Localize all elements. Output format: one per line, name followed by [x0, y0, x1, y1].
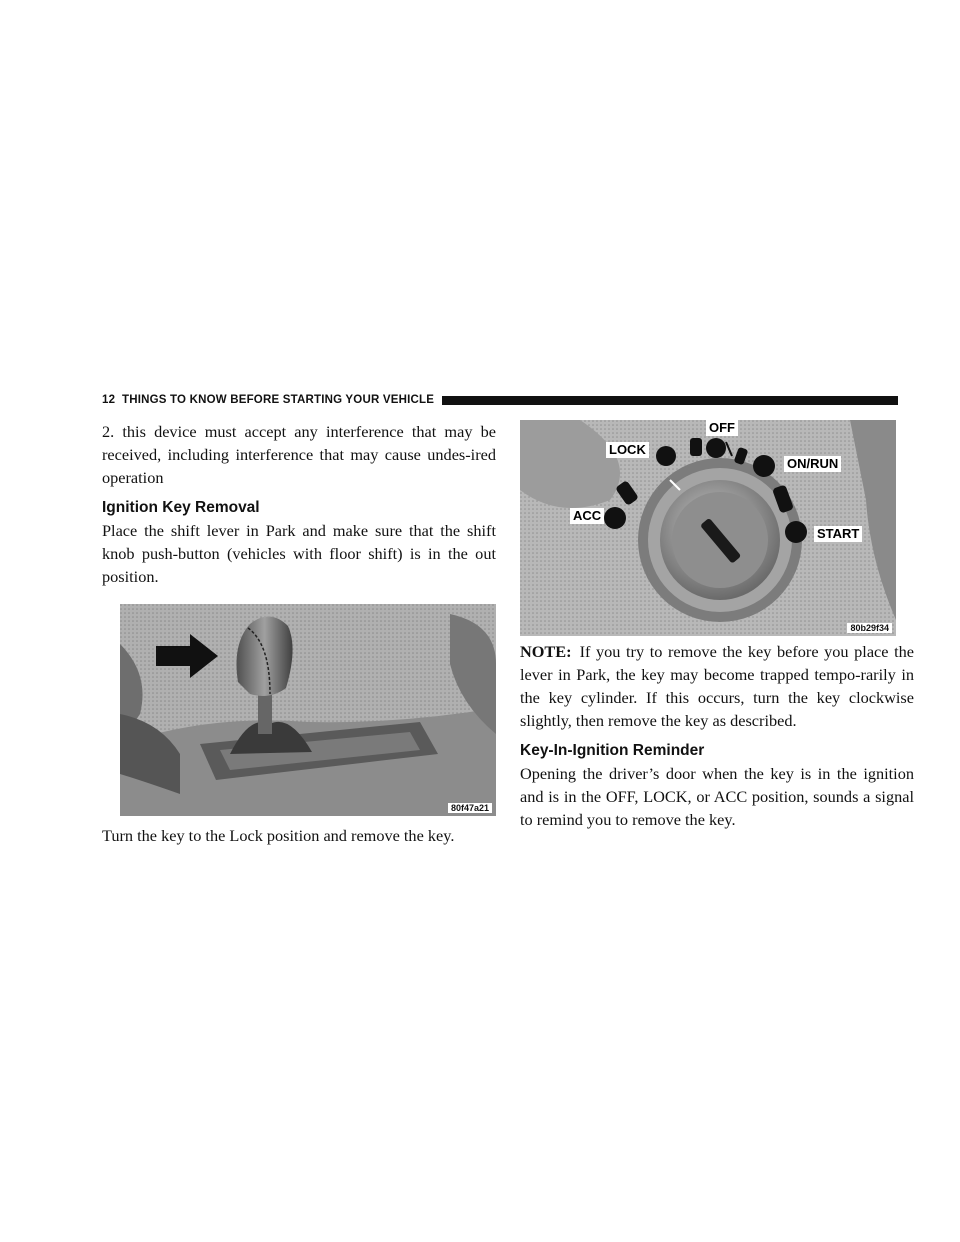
shift-lever-figure-id: 80f47a21: [448, 803, 492, 813]
shift-lever-figure: [120, 604, 496, 816]
off-label: OFF: [706, 420, 738, 436]
section-title: THINGS TO KNOW BEFORE STARTING YOUR VEHICLE: [122, 394, 435, 406]
acc-label: ACC: [570, 508, 604, 524]
ignition-figure-id: 80b29f34: [847, 623, 892, 633]
ignition-key-removal-heading: Ignition Key Removal: [102, 499, 260, 516]
on-run-label: ON/RUN: [784, 456, 841, 472]
page-number: 12: [102, 394, 116, 406]
page-header: [102, 392, 898, 408]
note-label: NOTE:: [520, 642, 572, 661]
ignition-key-removal-paragraph: Place the shift lever in Park and make sure that the shift knob push-button (vehicles with floor shift) is in the out position.: [102, 521, 496, 586]
header-rule: [442, 396, 898, 405]
start-label: START: [814, 526, 862, 542]
left-column: [102, 420, 496, 847]
intro-paragraph: 2. this device must accept any interference that may be received, including interference that may cause undes-ired operation: [102, 422, 496, 487]
note-text: If you try to remove the key before you place the lever in Park, the key may become trapped tempo-rarily in the key cylinder. If this occurs, turn the key clockwise slightly, then remove the key as described.: [520, 642, 914, 730]
key-in-ignition-paragraph: Opening the driver’s door when the key is in the ignition and is in the OFF, LOCK, or ACC position, sounds a signal to remind you to remove the key.: [520, 764, 914, 829]
right-column: [520, 420, 914, 831]
lock-label: LOCK: [606, 442, 649, 458]
lock-position-paragraph: Turn the key to the Lock position and remove the key.: [102, 826, 455, 845]
note-paragraph: [520, 640, 914, 732]
ignition-switch-figure: [520, 420, 896, 636]
key-in-ignition-heading: Key-In-Ignition Reminder: [520, 742, 705, 759]
header-text: [102, 394, 442, 406]
shift-lever-illustration: [120, 604, 496, 816]
